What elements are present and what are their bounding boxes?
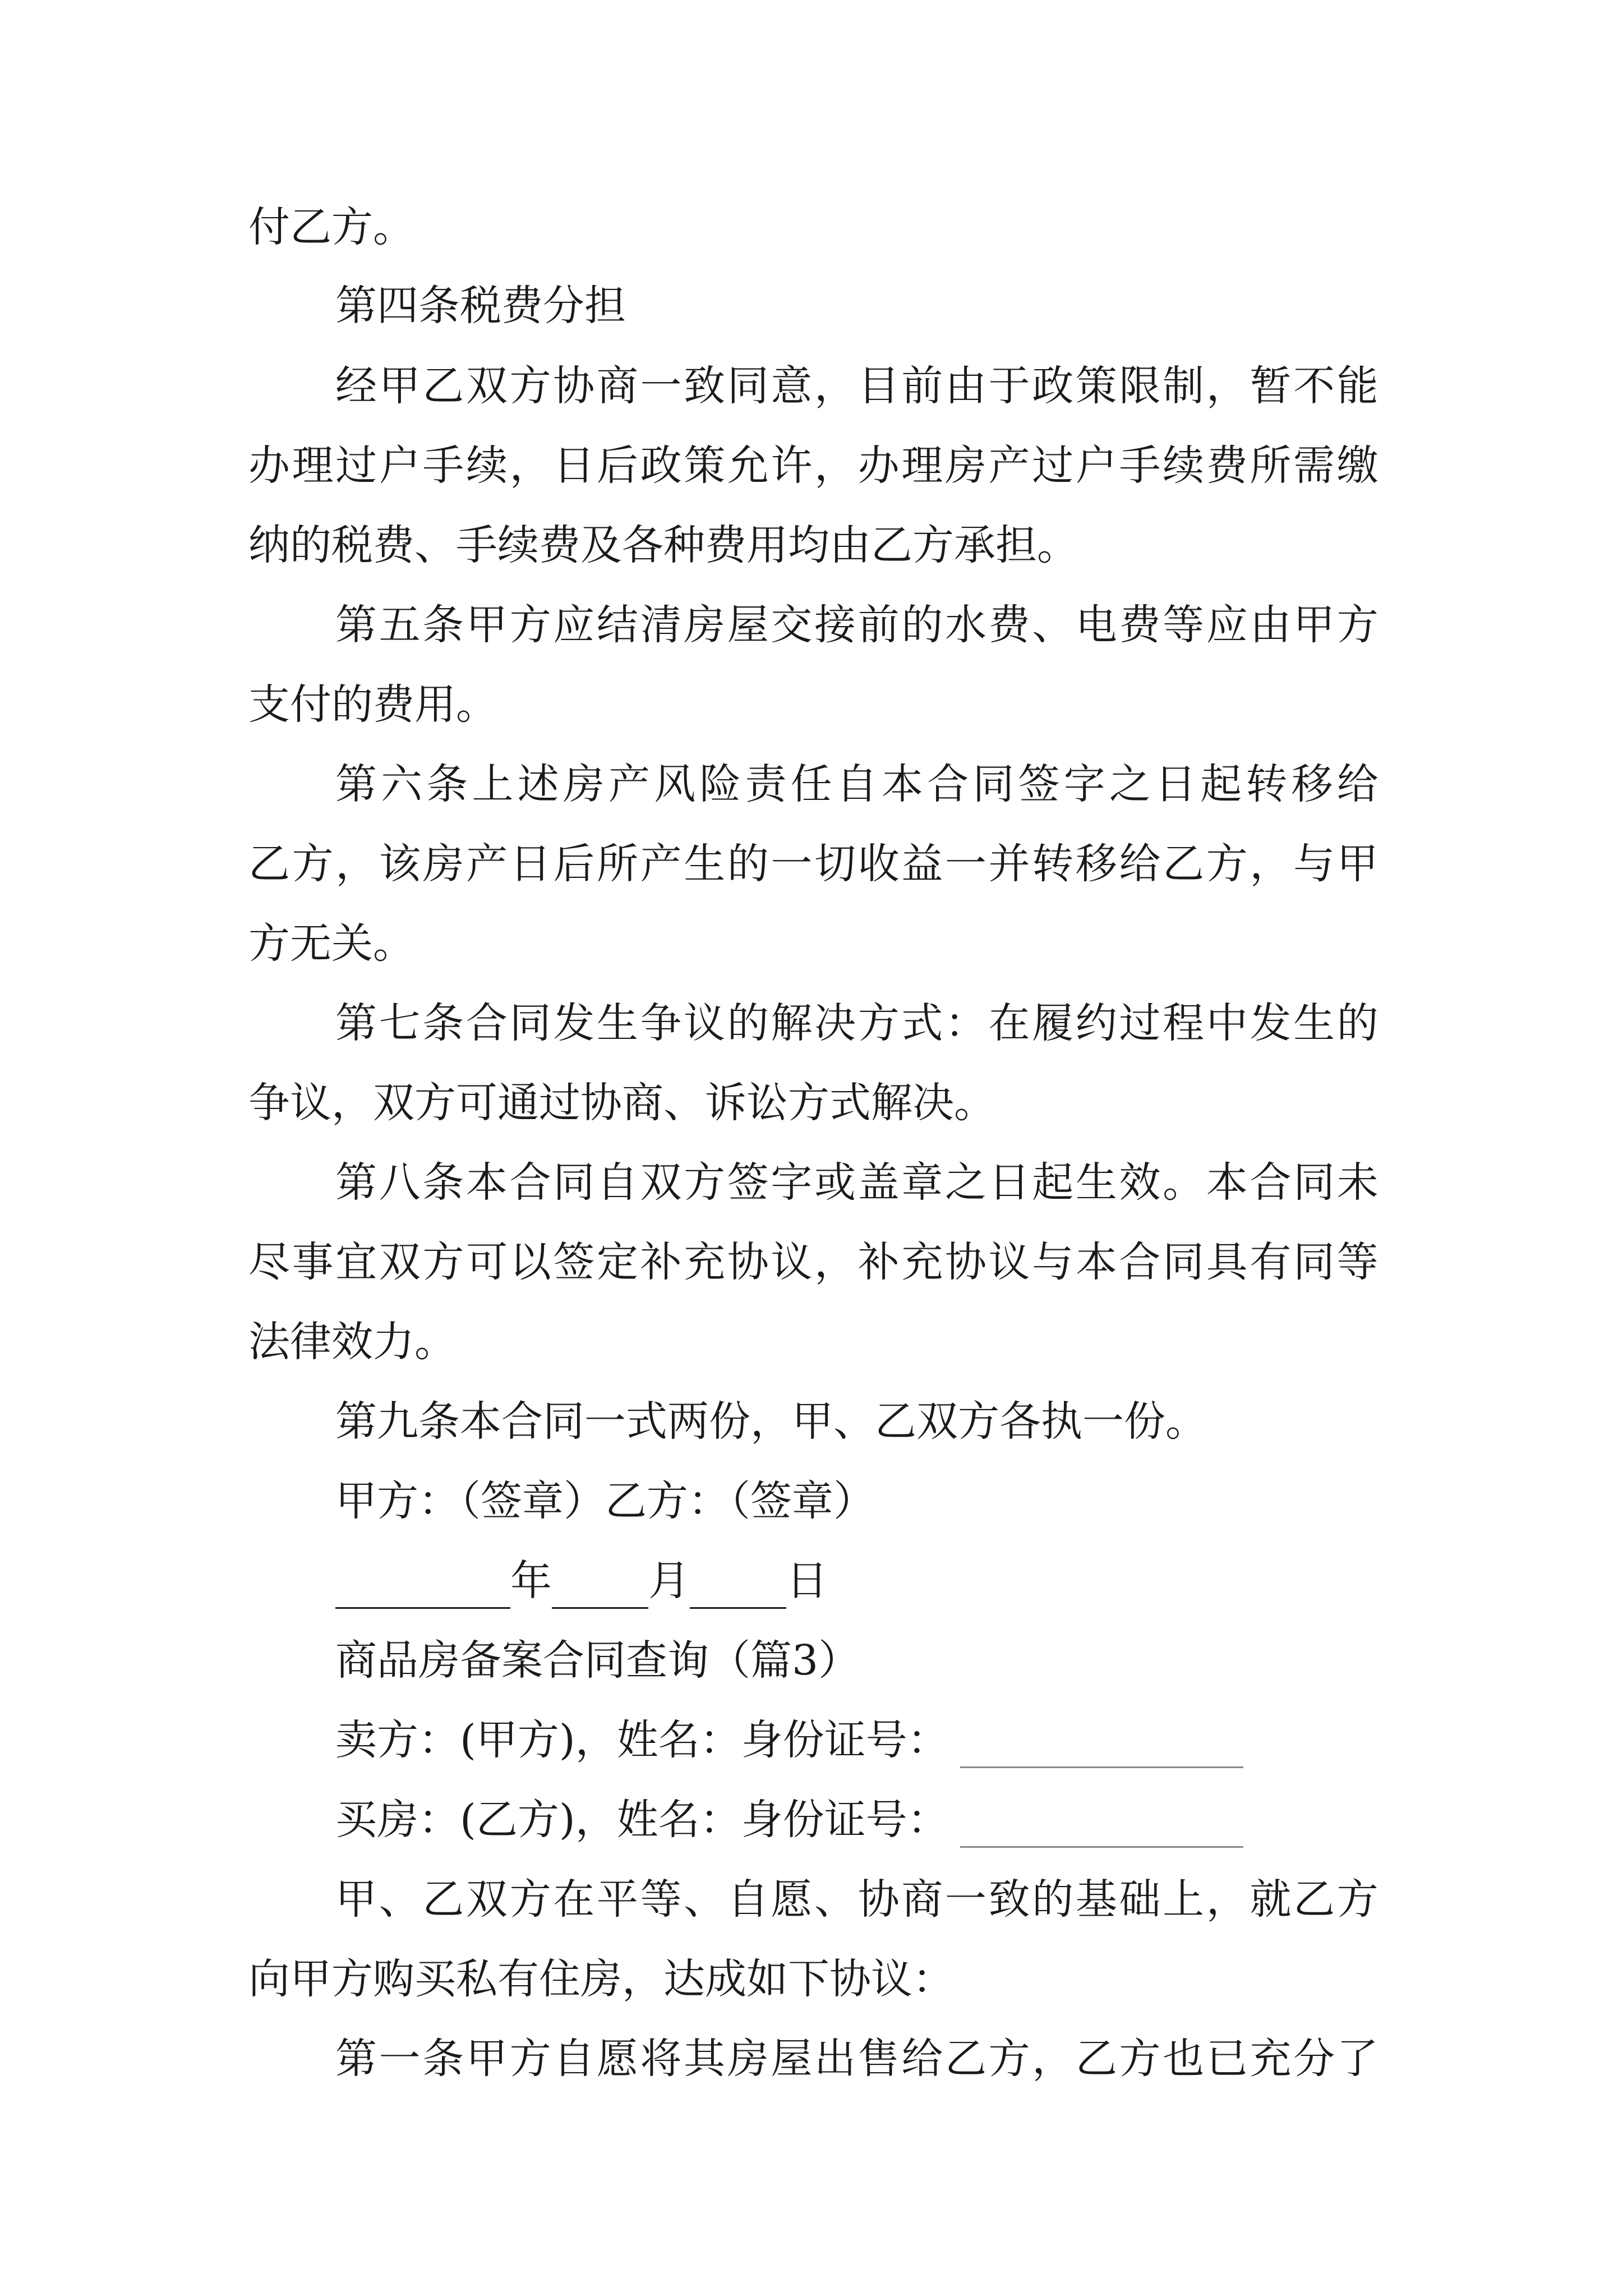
glyph: 一 — [944, 1875, 986, 1924]
signature-line: 甲方：（签章）乙方：（签章） — [335, 1477, 875, 1525]
text-line — [248, 438, 1378, 494]
text-line: 纳的税费、手续费及各种费用均由乙方承担。 — [248, 521, 1078, 569]
glyph: 甲 — [465, 2035, 508, 2083]
glyph: ， — [814, 441, 856, 490]
glyph: 乙 — [944, 2035, 986, 2083]
glyph: 给 — [901, 2035, 943, 2083]
glyph: 给 — [1336, 760, 1378, 808]
glyph: 同 — [553, 1158, 595, 1207]
seller-id-blank — [960, 1732, 1243, 1768]
glyph: 给 — [1119, 840, 1161, 888]
glyph: 履 — [1032, 999, 1074, 1047]
glyph: 移 — [1075, 840, 1117, 888]
glyph: 乙 — [422, 1875, 464, 1924]
glyph: 收 — [857, 840, 900, 888]
glyph: 解 — [771, 999, 813, 1047]
glyph: 屋 — [771, 2035, 813, 2083]
glyph: 八 — [379, 1158, 421, 1207]
glyph: 过 — [1119, 999, 1161, 1047]
glyph: 产 — [640, 840, 682, 888]
text-line: 第九条本合同一式两份，甲、乙双方各执一份。 — [335, 1397, 1207, 1446]
glyph: 后 — [553, 840, 595, 888]
glyph: 同 — [509, 999, 551, 1047]
glyph: 补 — [857, 1238, 900, 1286]
glyph: 等 — [1336, 1238, 1378, 1286]
glyph: 政 — [1032, 362, 1074, 410]
glyph: 意 — [771, 362, 813, 410]
glyph: 前 — [901, 362, 943, 410]
glyph: 生 — [596, 999, 638, 1047]
year-label: 年 — [510, 1557, 552, 1605]
glyph: 合 — [509, 1158, 551, 1207]
glyph: 方 — [1119, 2035, 1161, 2083]
glyph: 。 — [1163, 1158, 1205, 1207]
glyph: 甲 — [465, 601, 508, 649]
glyph: 甲 — [379, 362, 421, 410]
glyph: 签 — [1018, 760, 1060, 808]
glyph: 续 — [466, 441, 508, 490]
glyph: 宜 — [335, 1238, 377, 1286]
glyph: ， — [1206, 1875, 1248, 1924]
glyph: 合 — [1119, 1238, 1161, 1286]
glyph: 办 — [857, 441, 900, 490]
glyph: 程 — [1163, 999, 1205, 1047]
glyph: 方 — [292, 840, 334, 888]
glyph: 、 — [814, 1875, 856, 1924]
glyph: 手 — [1119, 441, 1161, 490]
glyph: ， — [814, 362, 856, 410]
glyph: 并 — [988, 840, 1030, 888]
glyph: 该 — [379, 840, 421, 888]
glyph: 生 — [1293, 999, 1335, 1047]
glyph: 章 — [901, 1158, 943, 1207]
glyph: 协 — [945, 1238, 986, 1286]
glyph: 盖 — [857, 1158, 900, 1207]
glyph: 方 — [509, 601, 551, 649]
text-line: 方无关。 — [248, 919, 414, 968]
glyph: 补 — [640, 1238, 682, 1286]
glyph: 需 — [1293, 441, 1335, 490]
glyph: 充 — [1249, 2035, 1292, 2083]
text-line: 争议，双方可通过协商、诉讼方式解决。 — [248, 1079, 995, 1127]
glyph: 电 — [1075, 601, 1117, 649]
glyph: 目 — [857, 362, 900, 410]
glyph: 发 — [553, 999, 595, 1047]
text-line: 付乙方。 — [248, 203, 414, 251]
glyph: 有 — [1249, 1238, 1292, 1286]
glyph: ， — [1206, 362, 1248, 410]
glyph: 五 — [379, 601, 421, 649]
glyph: 方 — [422, 1238, 464, 1286]
glyph: 方 — [988, 2035, 1030, 2083]
glyph: 起 — [1200, 760, 1242, 808]
glyph: 的 — [727, 999, 769, 1047]
glyph: 甲 — [1336, 840, 1378, 888]
glyph: 切 — [814, 840, 856, 888]
glyph: 方 — [1206, 840, 1248, 888]
glyph: 在 — [553, 1875, 595, 1924]
glyph: 其 — [684, 2035, 726, 2083]
glyph: 的 — [727, 840, 769, 888]
glyph: 产 — [608, 760, 651, 808]
glyph: 协 — [857, 1875, 900, 1924]
glyph: 过 — [1032, 441, 1074, 490]
glyph: 方 — [1336, 1875, 1378, 1924]
glyph: 商 — [901, 1875, 943, 1924]
glyph: 后 — [597, 441, 638, 490]
glyph: ， — [1249, 840, 1292, 888]
glyph: 签 — [553, 1238, 595, 1286]
glyph: 办 — [248, 441, 290, 490]
year-blank — [335, 1572, 510, 1609]
glyph: 本 — [465, 1158, 508, 1207]
glyph: 本 — [882, 760, 924, 808]
glyph: 方 — [857, 999, 900, 1047]
glyph: 日 — [553, 441, 595, 490]
glyph: 、 — [1032, 601, 1074, 649]
buyer-line — [335, 1792, 1243, 1848]
glyph: 致 — [988, 1875, 1030, 1924]
glyph: 第 — [335, 760, 377, 808]
glyph: 七 — [379, 999, 421, 1047]
glyph: 与 — [1293, 840, 1335, 888]
glyph: 础 — [1119, 1875, 1161, 1924]
glyph: 条 — [422, 999, 464, 1047]
text-line — [335, 358, 1378, 414]
glyph: 户 — [1075, 441, 1117, 490]
text-line — [248, 836, 1378, 892]
glyph: 房 — [562, 760, 605, 808]
glyph: 乙 — [1075, 2035, 1117, 2083]
glyph: 中 — [1206, 999, 1248, 1047]
glyph: 清 — [640, 601, 682, 649]
glyph: 制 — [1163, 362, 1205, 410]
glyph: 前 — [857, 601, 900, 649]
glyph: 生 — [684, 840, 726, 888]
glyph: 方 — [509, 1875, 551, 1924]
glyph: 由 — [944, 362, 986, 410]
glyph: 与 — [1032, 1238, 1074, 1286]
glyph: 日 — [509, 840, 551, 888]
glyph: 结 — [596, 601, 638, 649]
glyph: 经 — [335, 362, 377, 410]
glyph: 手 — [422, 441, 464, 490]
glyph: 条 — [422, 1158, 464, 1207]
glyph: 风 — [654, 760, 696, 808]
glyph: 起 — [1032, 1158, 1074, 1207]
glyph: 自 — [553, 2035, 595, 2083]
glyph: 同 — [727, 362, 769, 410]
glyph: 自 — [836, 760, 878, 808]
glyph: 移 — [1291, 760, 1333, 808]
glyph: 双 — [465, 1875, 508, 1924]
article-heading: 第四条税费分担 — [335, 282, 626, 330]
glyph: 乙 — [1293, 1875, 1335, 1924]
glyph: 交 — [771, 601, 813, 649]
glyph: 过 — [335, 441, 377, 490]
glyph: 一 — [945, 840, 986, 888]
glyph: 平 — [596, 1875, 638, 1924]
glyph: 责 — [745, 760, 787, 808]
glyph: 双 — [465, 362, 508, 410]
glyph: 策 — [684, 441, 726, 490]
glyph: 的 — [1032, 1875, 1074, 1924]
glyph: 充 — [901, 1238, 943, 1286]
glyph: 式 — [901, 999, 943, 1047]
glyph: 定 — [597, 1238, 638, 1286]
glyph: 暂 — [1249, 362, 1292, 410]
glyph: 已 — [1206, 2035, 1248, 2083]
glyph: 生 — [1075, 1158, 1117, 1207]
glyph: 等 — [1163, 601, 1205, 649]
glyph: 也 — [1163, 2035, 1205, 2083]
glyph: 愿 — [596, 2035, 638, 2083]
glyph: 允 — [727, 441, 769, 490]
buyer-label: 买房：(乙方)，姓名：身份证号： — [335, 1796, 949, 1844]
glyph: 方 — [684, 1158, 726, 1207]
glyph: 产 — [466, 840, 508, 888]
text-line — [335, 2031, 1378, 2087]
glyph: 或 — [814, 1158, 856, 1207]
glyph: 的 — [1336, 999, 1378, 1047]
glyph: 理 — [901, 441, 943, 490]
glyph: 致 — [684, 362, 726, 410]
glyph: 出 — [814, 2035, 856, 2083]
glyph: 本 — [1206, 1158, 1248, 1207]
glyph: 售 — [857, 2035, 900, 2083]
glyph: 一 — [640, 362, 682, 410]
month-blank — [552, 1572, 648, 1609]
glyph: 签 — [727, 1158, 769, 1207]
text-line: 向甲方购买私有住房，达成如下协议： — [248, 1955, 954, 2003]
glyph: 基 — [1075, 1875, 1117, 1924]
glyph: 续 — [1163, 441, 1205, 490]
section-title: 商品房备案合同查询（篇3） — [335, 1636, 860, 1685]
glyph: 所 — [597, 840, 638, 888]
glyph: 由 — [1249, 601, 1292, 649]
text-line: 法律效力。 — [248, 1318, 456, 1366]
glyph: 述 — [517, 760, 559, 808]
glyph: 字 — [771, 1158, 813, 1207]
glyph: 、 — [684, 1875, 726, 1924]
glyph: 条 — [422, 601, 464, 649]
glyph: 了 — [1336, 2035, 1378, 2083]
glyph: 协 — [553, 362, 595, 410]
glyph: 分 — [1293, 2035, 1335, 2083]
glyph: 乙 — [1163, 840, 1205, 888]
glyph: 的 — [901, 601, 943, 649]
day-label: 日 — [786, 1557, 828, 1605]
glyph: 策 — [1075, 362, 1117, 410]
glyph: 甲 — [1293, 601, 1335, 649]
glyph: ， — [335, 840, 377, 888]
glyph: ， — [509, 441, 551, 490]
glyph: 甲 — [335, 1875, 377, 1924]
seller-line — [335, 1712, 1243, 1768]
glyph: 议 — [684, 999, 726, 1047]
glyph: 将 — [640, 2035, 682, 2083]
glyph: 一 — [379, 2035, 421, 2083]
glyph: 日 — [988, 1158, 1030, 1207]
glyph: 以 — [509, 1238, 551, 1286]
glyph: 任 — [790, 760, 832, 808]
glyph: 屋 — [727, 601, 769, 649]
glyph: 同 — [972, 760, 1015, 808]
text-line — [335, 1154, 1378, 1211]
seller-label: 卖方：(甲方)，姓名：身份证号： — [335, 1716, 949, 1764]
glyph: 合 — [465, 999, 508, 1047]
glyph: 效 — [1119, 1158, 1161, 1207]
glyph: 合 — [927, 760, 969, 808]
glyph: 转 — [1246, 760, 1288, 808]
glyph: 户 — [379, 441, 421, 490]
glyph: 双 — [640, 1158, 682, 1207]
glyph: 第 — [335, 999, 377, 1047]
buyer-id-blank — [960, 1811, 1243, 1848]
glyph: 充 — [684, 1238, 726, 1286]
glyph: 条 — [426, 760, 468, 808]
glyph: 协 — [727, 1238, 769, 1286]
glyph: 商 — [596, 362, 638, 410]
glyph: 许 — [771, 441, 813, 490]
glyph: 房 — [945, 441, 986, 490]
glyph: 日 — [1155, 760, 1197, 808]
glyph: 益 — [901, 840, 943, 888]
glyph: 、 — [379, 1875, 421, 1924]
glyph: 之 — [944, 1158, 986, 1207]
glyph: 未 — [1336, 1158, 1378, 1207]
glyph: 条 — [422, 2035, 464, 2083]
text-line — [335, 597, 1378, 653]
glyph: 于 — [988, 362, 1030, 410]
glyph: 上 — [1163, 1875, 1205, 1924]
glyph: 议 — [988, 1238, 1030, 1286]
glyph: 尽 — [248, 1238, 290, 1286]
text-line: 支付的费用。 — [248, 680, 497, 729]
glyph: ， — [814, 1238, 856, 1286]
glyph: 水 — [944, 601, 986, 649]
glyph: 发 — [1249, 999, 1292, 1047]
glyph: 决 — [814, 999, 856, 1047]
glyph: 同 — [1163, 1238, 1205, 1286]
glyph: ， — [1032, 2035, 1074, 2083]
glyph: ： — [944, 999, 986, 1047]
date-line — [335, 1553, 828, 1609]
glyph: 不 — [1293, 362, 1335, 410]
glyph: 上 — [472, 760, 514, 808]
glyph: 约 — [1075, 999, 1117, 1047]
glyph: 限 — [1119, 362, 1161, 410]
glyph: 费 — [988, 601, 1030, 649]
text-line — [335, 995, 1378, 1051]
glyph: 政 — [640, 441, 682, 490]
glyph: 之 — [1109, 760, 1151, 808]
glyph: 第 — [335, 1158, 377, 1207]
glyph: 房 — [684, 601, 726, 649]
glyph: 争 — [640, 999, 682, 1047]
glyph: 合 — [1249, 1158, 1292, 1207]
glyph: 方 — [509, 362, 551, 410]
glyph: 方 — [1336, 601, 1378, 649]
glyph: 等 — [640, 1875, 682, 1924]
glyph: 双 — [379, 1238, 421, 1286]
glyph: 能 — [1336, 362, 1378, 410]
glyph: 费 — [1206, 441, 1248, 490]
glyph: 险 — [699, 760, 741, 808]
glyph: 愿 — [771, 1875, 813, 1924]
glyph: 本 — [1075, 1238, 1117, 1286]
glyph: 理 — [292, 441, 334, 490]
glyph: 第 — [335, 601, 377, 649]
glyph: 接 — [814, 601, 856, 649]
glyph: 具 — [1206, 1238, 1248, 1286]
glyph: 同 — [1293, 1158, 1335, 1207]
glyph: 应 — [1206, 601, 1248, 649]
glyph: 议 — [771, 1238, 813, 1286]
glyph: 乙 — [422, 362, 464, 410]
glyph: 方 — [509, 2035, 551, 2083]
glyph: 自 — [596, 1158, 638, 1207]
glyph: 所 — [1249, 441, 1292, 490]
glyph: 一 — [771, 840, 813, 888]
glyph: 应 — [553, 601, 595, 649]
month-label: 月 — [648, 1557, 690, 1605]
glyph: 转 — [1032, 840, 1074, 888]
glyph: 在 — [988, 999, 1030, 1047]
glyph: 就 — [1249, 1875, 1292, 1924]
glyph: 可 — [466, 1238, 508, 1286]
glyph: 缴 — [1336, 441, 1378, 490]
glyph: 事 — [292, 1238, 334, 1286]
glyph: 自 — [727, 1875, 769, 1924]
glyph: 房 — [727, 2035, 769, 2083]
glyph: 字 — [1063, 760, 1105, 808]
glyph: 六 — [381, 760, 423, 808]
text-line — [335, 1871, 1378, 1927]
text-line — [335, 756, 1378, 812]
glyph: 产 — [988, 441, 1030, 490]
glyph: 同 — [1293, 1238, 1335, 1286]
glyph: 乙 — [248, 840, 290, 888]
text-line — [248, 1234, 1378, 1290]
glyph: 第 — [335, 2035, 377, 2083]
day-blank — [690, 1572, 786, 1609]
glyph: 费 — [1119, 601, 1161, 649]
glyph: 房 — [422, 840, 464, 888]
